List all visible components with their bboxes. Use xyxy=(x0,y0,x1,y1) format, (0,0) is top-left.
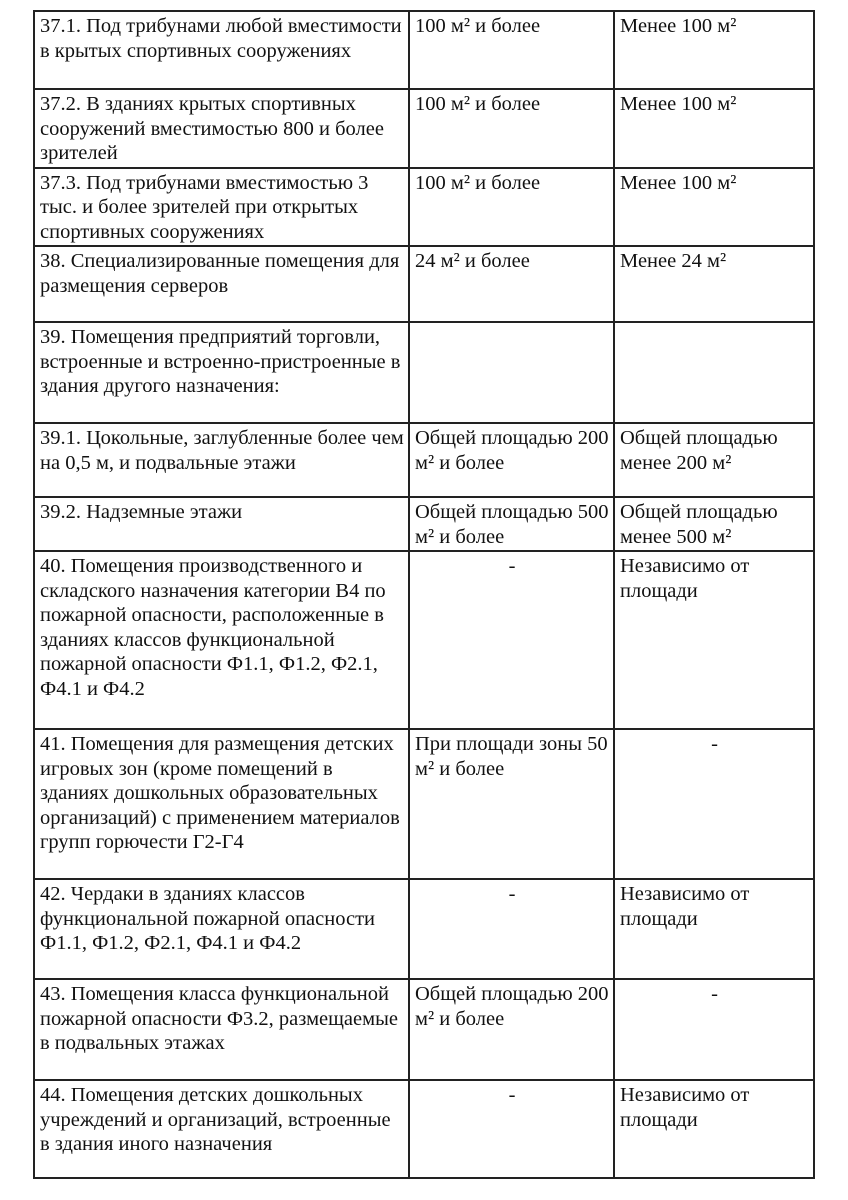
room-name-cell: 40. Помещения производственного и складского назначения категории В4 по пожарной опасности, расположенные в зданиях классов функциональной пожарной опасности Ф1.1, Ф1.2, Ф2.1, Ф4.1 и Ф4.2 xyxy=(34,551,409,729)
area-required-cell: - xyxy=(409,879,614,979)
table-row xyxy=(34,497,814,551)
area-exempt-cell: Менее 100 м² xyxy=(614,168,814,247)
area-exempt-cell: Общей площадью менее 500 м² xyxy=(614,497,814,551)
area-required-cell: Общей площадью 500 м² и более xyxy=(409,497,614,551)
table-row xyxy=(34,89,814,168)
area-required-cell xyxy=(409,322,614,423)
room-name-cell: 39. Помещения предприятий торговли, встроенные и встроенно-пристроенные в здания другого назначения: xyxy=(34,322,409,423)
table-row xyxy=(34,423,814,497)
area-required-cell: 24 м² и более xyxy=(409,246,614,322)
table-row xyxy=(34,879,814,979)
table-row xyxy=(34,551,814,729)
area-exempt-cell: - xyxy=(614,729,814,879)
area-required-cell: 100 м² и более xyxy=(409,11,614,89)
area-exempt-cell: - xyxy=(614,979,814,1080)
area-exempt-cell: Независимо от площади xyxy=(614,879,814,979)
room-name-cell: 39.1. Цокольные, заглубленные более чем на 0,5 м, и подвальные этажи xyxy=(34,423,409,497)
area-required-cell: Общей площадью 200 м² и более xyxy=(409,423,614,497)
fire-safety-table xyxy=(33,10,815,1179)
area-exempt-cell: Менее 24 м² xyxy=(614,246,814,322)
room-name-cell: 39.2. Надземные этажи xyxy=(34,497,409,551)
table-row xyxy=(34,1080,814,1178)
room-name-cell: 41. Помещения для размещения детских игровых зон (кроме помещений в зданиях дошкольных образовательных организаций) с применением материалов групп горючести Г2-Г4 xyxy=(34,729,409,879)
document-page xyxy=(33,10,813,1179)
area-exempt-cell xyxy=(614,322,814,423)
area-required-cell: 100 м² и более xyxy=(409,89,614,168)
area-exempt-cell: Независимо от площади xyxy=(614,551,814,729)
area-exempt-cell: Общей площадью менее 200 м² xyxy=(614,423,814,497)
area-exempt-cell: Менее 100 м² xyxy=(614,11,814,89)
area-required-cell: - xyxy=(409,1080,614,1178)
room-name-cell: 43. Помещения класса функциональной пожарной опасности Ф3.2, размещаемые в подвальных этажах xyxy=(34,979,409,1080)
room-name-cell: 37.1. Под трибунами любой вместимости в крытых спортивных сооружениях xyxy=(34,11,409,89)
table-row xyxy=(34,729,814,879)
room-name-cell: 37.2. В зданиях крытых спортивных сооружений вместимостью 800 и более зрителей xyxy=(34,89,409,168)
area-required-cell: Общей площадью 200 м² и более xyxy=(409,979,614,1080)
area-required-cell: При площади зоны 50 м² и более xyxy=(409,729,614,879)
table-row xyxy=(34,322,814,423)
area-exempt-cell: Менее 100 м² xyxy=(614,89,814,168)
table-row xyxy=(34,168,814,247)
area-required-cell: - xyxy=(409,551,614,729)
table-row xyxy=(34,979,814,1080)
table-row xyxy=(34,11,814,89)
room-name-cell: 42. Чердаки в зданиях классов функциональной пожарной опасности Ф1.1, Ф1.2, Ф2.1, Ф4.1 и Ф4.2 xyxy=(34,879,409,979)
room-name-cell: 44. Помещения детских дошкольных учреждений и организаций, встроенные в здания иного назначения xyxy=(34,1080,409,1178)
table-row xyxy=(34,246,814,322)
room-name-cell: 37.3. Под трибунами вместимостью 3 тыс. и более зрителей при открытых спортивных сооружениях xyxy=(34,168,409,247)
area-exempt-cell: Независимо от площади xyxy=(614,1080,814,1178)
area-required-cell: 100 м² и более xyxy=(409,168,614,247)
room-name-cell: 38. Специализированные помещения для размещения серверов xyxy=(34,246,409,322)
